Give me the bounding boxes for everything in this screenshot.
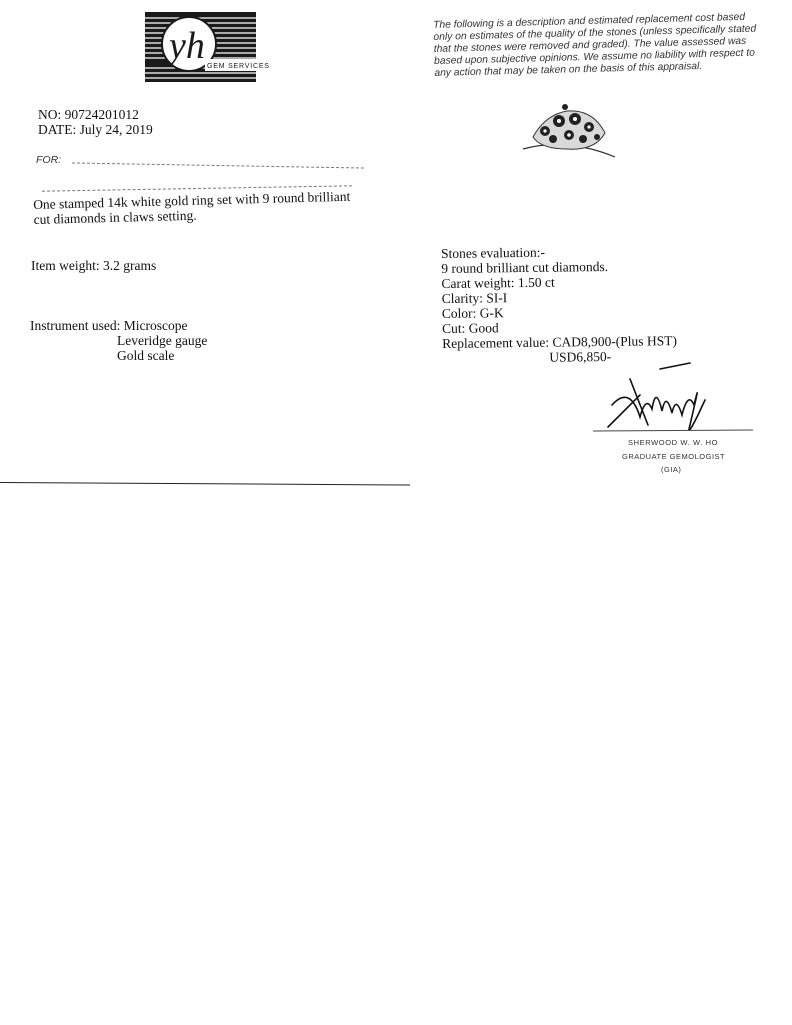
stones-evaluation [441,242,742,366]
logo-subtitle: GEM SERVICES [207,63,270,70]
signatory-org: (GIA) [661,465,682,474]
appraisal-date: DATE: July 24, 2019 [38,122,153,137]
instrument-item: Gold scale [117,348,175,363]
instrument-label: Instrument used: [30,318,121,333]
item-description: One stamped 14k white gold ring set with 9 round brilliant cut diamonds in claws setting. [33,188,351,227]
instrument-item: Microscope [123,318,188,333]
stones-color: Color: G-K [441,305,504,321]
for-field [36,153,366,169]
stones-heading: Stones evaluation:- [441,244,546,261]
instrument-list [30,318,207,363]
ring-sketch [515,97,620,165]
bottom-rule [0,482,410,486]
instrument-item: Leveridge gauge [117,333,208,348]
signatory-name: SHERWOOD W. W. HO [628,438,719,447]
item-weight: Item weight: 3.2 grams [31,258,157,273]
logo-letters: yh [169,25,205,67]
disclaimer-text: The following is a description and estimated replacement cost based only on estimates of the quality of the stones (unless specifically stated that the stones were removed and graded). The value assessed was based upon subjective opinions. We assume no liability with respect to any action that may be taken on the basis of this appraisal. [433,11,757,79]
replacement-value-cad: Replacement value: CAD8,900-(Plus HST) [442,333,677,351]
stones-count: 9 round brilliant cut diamonds. [441,258,609,276]
stones-cut: Cut: Good [441,320,499,336]
stones-clarity: Clarity: SI-I [441,290,508,306]
signatory-title: GRADUATE GEMOLOGIST [622,452,726,461]
appraisal-number: NO: 90724201012 [38,107,139,122]
for-blank-line [72,162,364,168]
replacement-value-usd: USD6,850- [549,348,612,365]
for-label: FOR: [36,154,62,166]
stones-carat: Carat weight: 1.50 ct [441,274,555,291]
gem-services-logo [145,12,270,82]
